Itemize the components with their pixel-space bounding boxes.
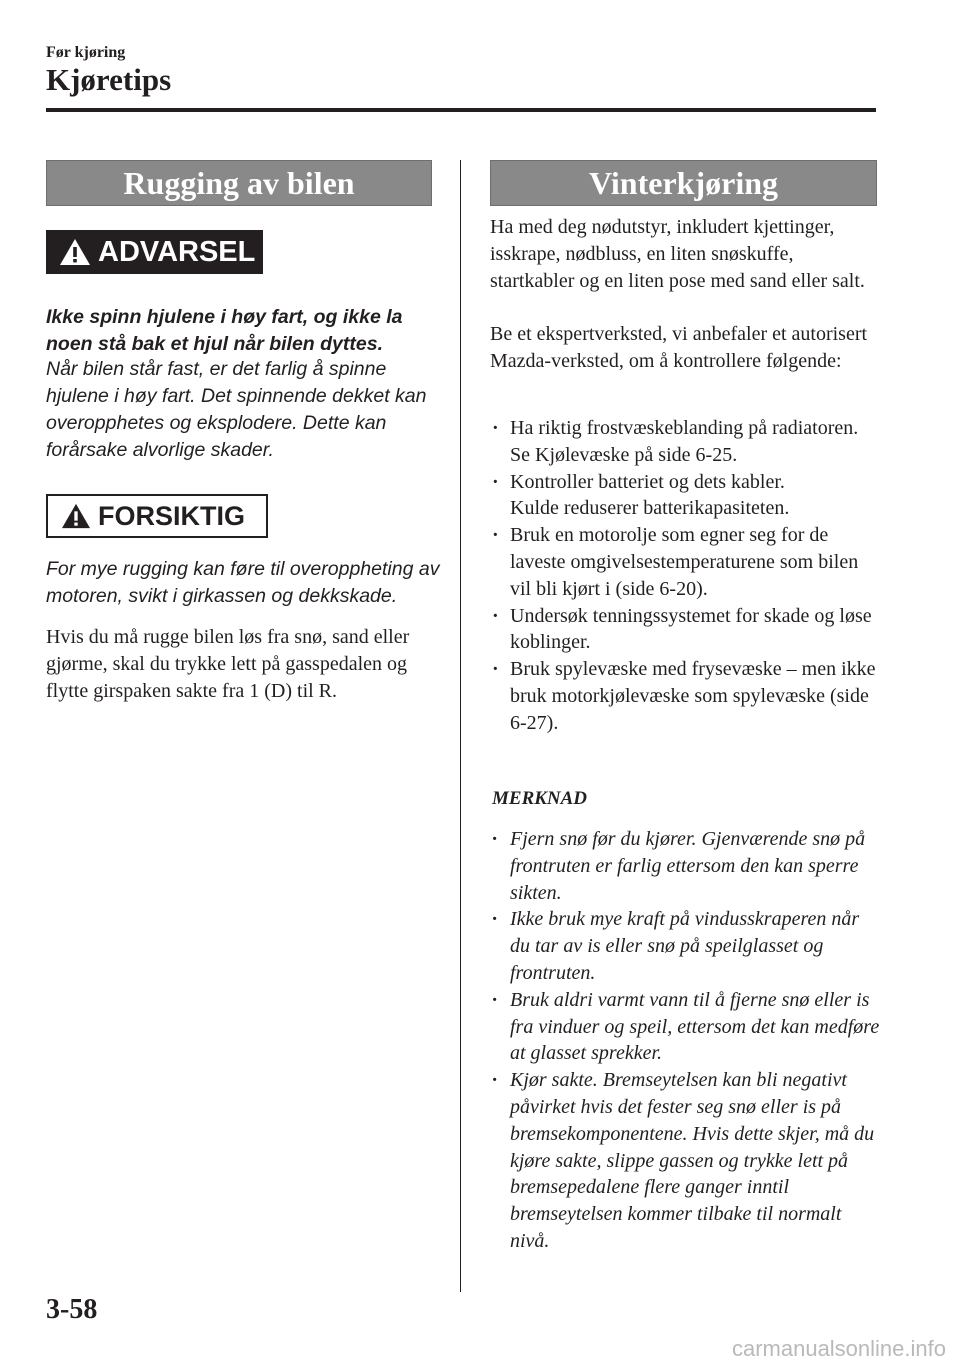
note-title: MERKNAD <box>492 788 588 809</box>
warning-label: ADVARSEL <box>98 235 256 268</box>
list-item: · Bruk aldri varmt vann til å fjerne snø eller is fra vinduer og speil, ettersom det kan medføre at glasset sprekker. <box>492 987 882 1067</box>
column-divider <box>460 160 461 1292</box>
winter-intro: Ha med deg nødutstyr, inkludert kjettinger, isskrape, nødbluss, en liten snøskuffe, startkabler og en liten pose med sand eller salt. <box>490 216 865 292</box>
winter-checklist <box>492 415 882 737</box>
warning-bold-text: Ikke spinn hjulene i høy fart, og ikke la noen stå bak et hjul når bilen dyttes. <box>46 306 403 355</box>
warning-badge <box>46 230 263 274</box>
winter-intro-2: Be et ekspertverksted, vi anbefaler et autorisert Mazda-verksted, om å kontrollere følgende: <box>490 323 868 372</box>
list-item: · Ha riktig frostvæskeblanding på radiatoren. <box>492 415 882 442</box>
running-header-section: Før kjøring <box>46 44 126 61</box>
caution-text: For mye rugging kan føre til overoppheting av motoren, svikt i girkassen og dekkskade. <box>46 558 440 607</box>
list-item: · Fjern snø før du kjører. Gjenværende snø på frontruten er farlig ettersom den kan sperre sikten. <box>492 826 882 906</box>
list-item-sub: Kulde reduserer batterikapasiteten. <box>510 497 790 520</box>
list-item: · Undersøk tenningssystemet for skade og løse koblinger. <box>492 603 882 657</box>
warning-triangle-icon <box>60 502 92 530</box>
section-title-rugging: Rugging av bilen <box>46 160 432 206</box>
warning-text: Når bilen står fast, er det farlig å spinne hjulene i høy fart. Det spinnende dekket kan overopphetes og eksplodere. Dette kan forårsake alvorlige skader. <box>46 358 427 461</box>
watermark: carmanualsonline.info <box>731 1336 946 1361</box>
warning-triangle-icon <box>58 237 92 267</box>
note-list <box>492 826 882 1255</box>
caution-label: FORSIKTIG <box>98 500 245 531</box>
list-item-sub: Se Kjølevæske på side 6-25. <box>510 443 738 466</box>
list-item: · Kjør sakte. Bremseytelsen kan bli negativt påvirket hvis det fester seg snø eller is på bremsekomponentene. Hvis dette skjer, må du kjøre sakte, slippe gassen og trykke lett på bremsepedalene flere ganger inntil bremseytelsen kommer tilbake til normalt nivå. <box>492 1067 882 1255</box>
list-item: · Kontroller batteriet og dets kabler. <box>492 469 882 496</box>
list-item: · Bruk spylevæske med frysevæske – men ikke bruk motorkjølevæske som spylevæske (side 6-27). <box>492 656 882 736</box>
running-header-title: Kjøretips <box>46 62 172 97</box>
header-rule <box>46 108 876 112</box>
list-item: · Ikke bruk mye kraft på vindusskraperen når du tar av is eller snø på speilglasset og frontruten. <box>492 906 882 986</box>
list-item: · Bruk en motorolje som egner seg for de laveste omgivelsestemperaturene som bilen vil bli kjørt i (side 6-20). <box>492 522 882 602</box>
page-number: 3-58 <box>46 1294 98 1325</box>
rugging-body-text: Hvis du må rugge bilen løs fra snø, sand eller gjørme, skal du trykke lett på gasspedalen og flytte girspaken sakte fra 1 (D) til R. <box>46 626 410 702</box>
caution-badge <box>46 494 268 538</box>
section-title-winter: Vinterkjøring <box>490 160 877 206</box>
